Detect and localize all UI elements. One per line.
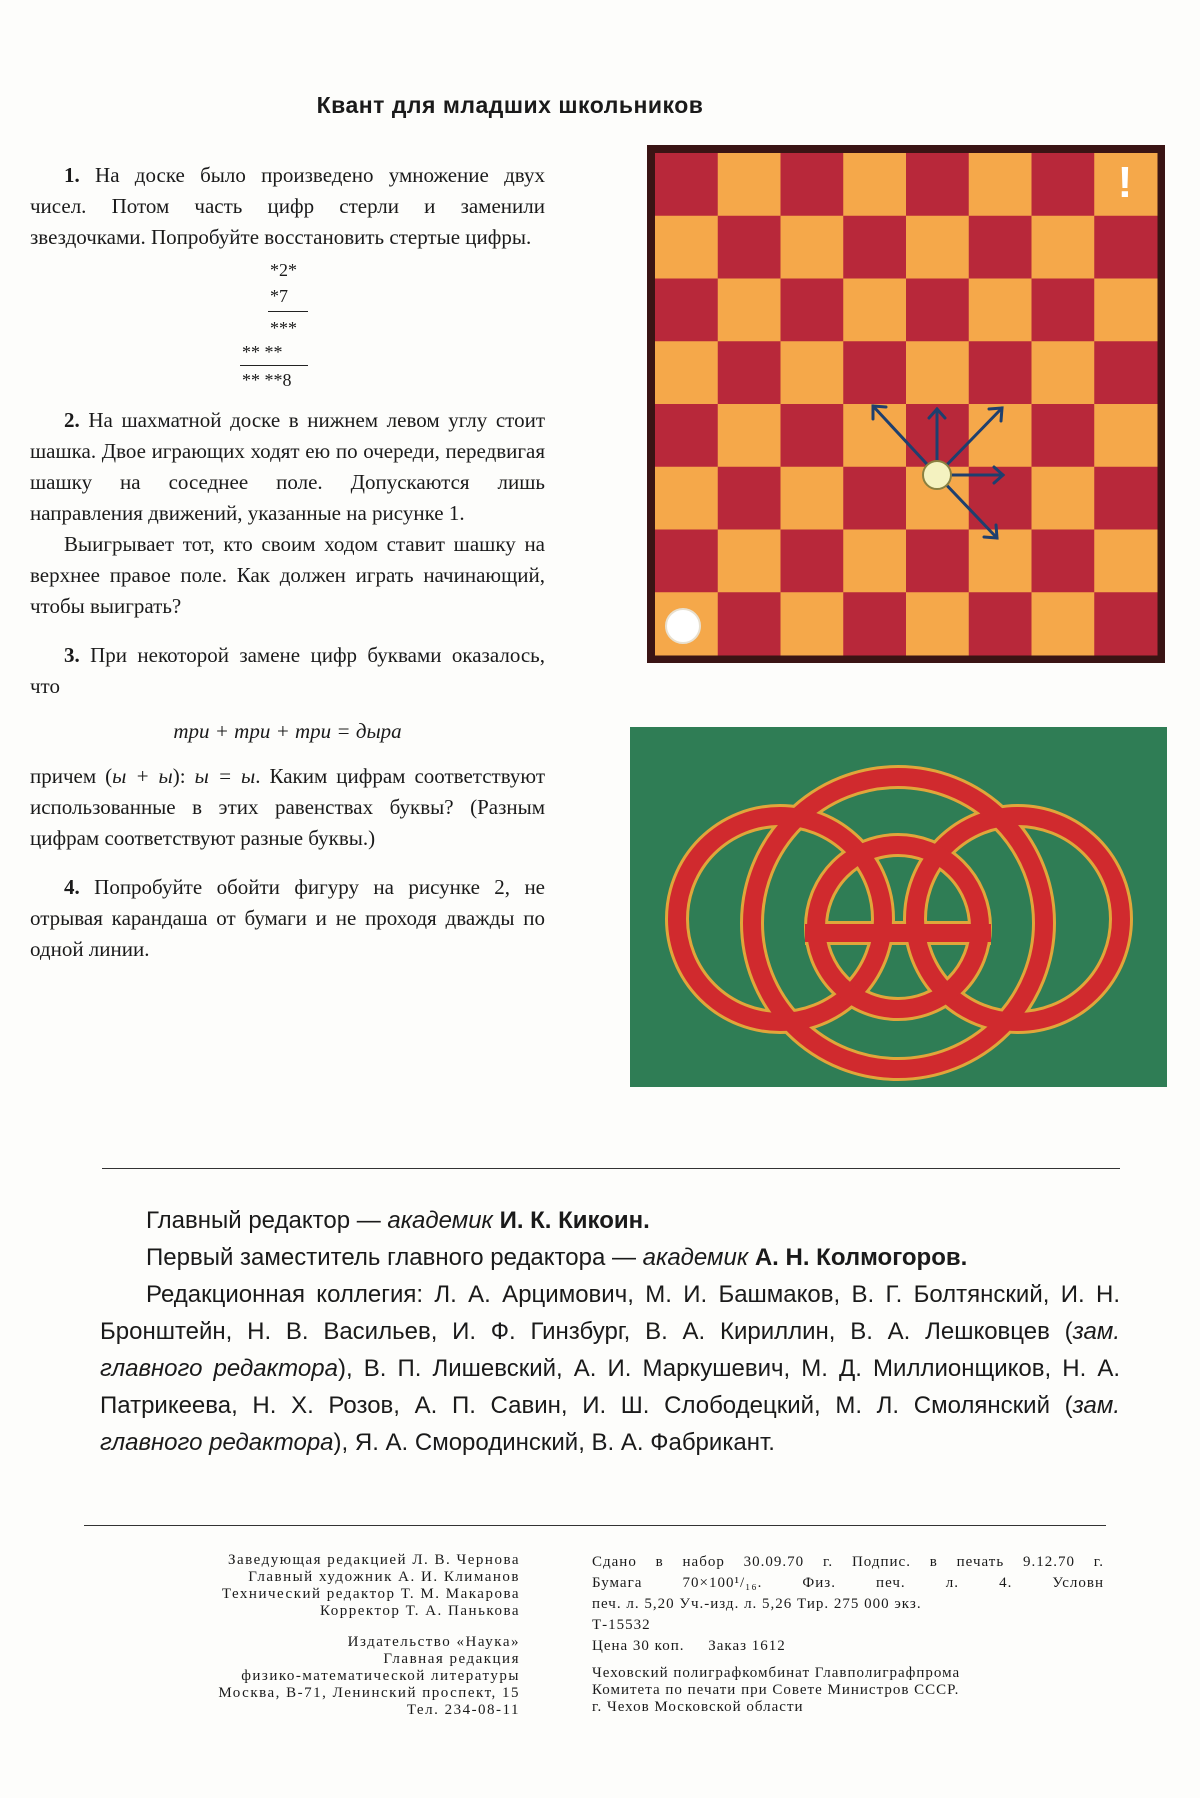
board-members-2: ), В. П. Лишевский, А. И. Маркушевич, М. Д. Миллионщиков, Н. А. Патрикеева, Н. Х. Розов, А. П. Савин, И. Ш. Слободецкий, М. Л. Смолянский (: [100, 1355, 1120, 1419]
board-square: [969, 592, 1032, 655]
board-square: [843, 404, 906, 467]
board-square: [1094, 530, 1157, 593]
imprint-right-line-2: Бумага 70×100¹/₁₆. Физ. печ. л. 4. Условн: [592, 1575, 1104, 1591]
imprint-left-line-5: Издательство «Наука»: [347, 1634, 520, 1650]
problem-3-expr: ы + ы: [112, 764, 173, 788]
multiplication-rule-1: [268, 311, 308, 312]
board-square: [781, 592, 844, 655]
product-result: ** **8: [242, 370, 292, 390]
board-square: [718, 153, 781, 216]
board-square: [1032, 592, 1095, 655]
board-square: [906, 341, 969, 404]
board-square: [1032, 467, 1095, 530]
board-square: [1032, 216, 1095, 279]
board-square: [1032, 153, 1095, 216]
problem-3-number: 3.: [64, 643, 80, 667]
board-square: [655, 341, 718, 404]
problems-column: [30, 160, 545, 965]
board-square: [1032, 341, 1095, 404]
board-square: [718, 404, 781, 467]
board-square: [843, 530, 906, 593]
board-square: [906, 153, 969, 216]
board-members-3: ), Я. А. Смородинский, В. А. Фабрикант.: [333, 1429, 775, 1456]
problem-1-number: 1.: [64, 163, 80, 187]
board-square: [781, 467, 844, 530]
imprint-right-line-5: Цена 30 коп. Заказ 1612: [592, 1638, 786, 1654]
imprint-left-line-6: Главная редакция: [383, 1651, 520, 1667]
printer-block: [592, 1665, 1104, 1716]
board-square: [843, 341, 906, 404]
editorial-board: [100, 1202, 1120, 1461]
board-square: [718, 467, 781, 530]
board-members-1: Л. А. Арцимович, М. И. Башмаков, В. Г. Болтянский, И. Н. Бронштейн, Н. В. Васильев, И. Ф. Гинзбург, В. А. Кириллин, В. А. Лешковцев (: [100, 1281, 1120, 1345]
imprint-left-line-9: Тел. 234-08-11: [406, 1702, 520, 1718]
exclamation-mark: !: [1117, 158, 1133, 207]
problem-3-part-1: [30, 640, 545, 702]
problem-1: [30, 160, 545, 253]
board-square: [843, 153, 906, 216]
chessboard: [647, 145, 1165, 663]
board-square: [843, 592, 906, 655]
problem-4: [30, 872, 545, 965]
deputy-editor-line: [100, 1239, 1120, 1276]
board-label: Редакционная коллегия:: [146, 1281, 435, 1308]
imprint-left-line-2: Главный художник А. И. Климанов: [248, 1569, 520, 1585]
board-square: [718, 216, 781, 279]
board-square: [969, 216, 1032, 279]
board-square: [843, 279, 906, 342]
ring-figure: [630, 727, 1167, 1087]
problem-1-text: На доске было произведено умножение двух чисел. Потом часть цифр стерли и заменили звездочками. Попробуйте восстановить стертые цифры.: [30, 163, 545, 249]
board-square: [655, 279, 718, 342]
problem-2-part-1: [30, 405, 545, 529]
problem-3-suffix: . Каким цифрам соответствуют использованные в этих равенствах буквы? (Разным цифрам соответствуют разные буквы.): [30, 764, 545, 850]
board-square: [906, 592, 969, 655]
board-square: [655, 216, 718, 279]
board-square: [969, 530, 1032, 593]
chief-editor-label: Главный редактор —: [146, 1207, 388, 1234]
board-square: [1032, 530, 1095, 593]
board-square: [1032, 404, 1095, 467]
board-square: [781, 404, 844, 467]
problem-3-expr-2: ы = ы: [194, 764, 256, 788]
board-square: [906, 279, 969, 342]
chessboard-figure: [647, 145, 1165, 663]
imprint-right-line-7: Комитета по печати при Совете Министров СССР.: [592, 1682, 960, 1698]
board-square: [969, 153, 1032, 216]
board-square: [781, 153, 844, 216]
board-square: [906, 216, 969, 279]
board-square: [1094, 467, 1157, 530]
letter-equation: три + три + три = дыра: [173, 719, 402, 743]
imprint-right-line-8: г. Чехов Московской области: [592, 1699, 804, 1715]
board-squares: [655, 153, 1158, 656]
board-square: [655, 153, 718, 216]
board-square: [781, 216, 844, 279]
board-square: [906, 530, 969, 593]
factor-2: *7: [270, 286, 288, 306]
imprint-printing: [592, 1552, 1104, 1716]
divider-bottom: [84, 1525, 1106, 1526]
deputy-editor-title: академик: [642, 1244, 749, 1271]
board-square: [781, 530, 844, 593]
multiplication-rule-2: [240, 365, 308, 366]
board-square: [1094, 341, 1157, 404]
page-title: Квант для младших школьников: [316, 92, 704, 118]
board-members: [100, 1276, 1120, 1461]
ring-figure-drawing: [630, 727, 1167, 1087]
board-square: [781, 279, 844, 342]
deputy-editor-label: Первый заместитель главного редактора —: [146, 1244, 643, 1271]
chief-editor-name: И. К. Кикоин.: [499, 1207, 650, 1234]
board-square: [1094, 216, 1157, 279]
start-checker: [666, 609, 700, 643]
partial-product-2: ** **: [242, 342, 283, 362]
staff-block: [100, 1552, 520, 1620]
imprint-left-line-7: физико-математической литературы: [241, 1668, 520, 1684]
board-square: [655, 467, 718, 530]
chief-editor-title: академик: [387, 1207, 493, 1234]
board-square: [969, 341, 1032, 404]
imprint-right-line-6: Чеховский полиграфкомбинат Главполиграфпрома: [592, 1665, 961, 1681]
divider-top: [102, 1168, 1120, 1169]
imprint-left-line-8: Москва, В-71, Ленинский проспект, 15: [218, 1685, 520, 1701]
board-square: [718, 279, 781, 342]
problem-3-part-2: [30, 761, 545, 854]
board-square: [781, 341, 844, 404]
problem-3-prefix: причем (: [30, 764, 113, 788]
factor-1: *2*: [270, 260, 297, 280]
problem-2-number: 2.: [64, 408, 80, 432]
partial-product-1: ***: [270, 318, 297, 338]
board-square: [718, 530, 781, 593]
imprint-right-line-1: Сдано в набор 30.09.70 г. Подпис. в печать 9.12.70 г.: [592, 1554, 1104, 1570]
board-square: [969, 279, 1032, 342]
board-square: [843, 216, 906, 279]
board-square: [655, 530, 718, 593]
imprint-staff: [100, 1552, 520, 1719]
problem-2-part-2: Выигрывает тот, кто своим ходом ставит шашку на верхнее правое поле. Как должен играть начинающий, чтобы выиграть?: [30, 532, 545, 618]
board-note-2: зам. главного редактора: [100, 1392, 1120, 1456]
board-square: [655, 404, 718, 467]
board-square: [1032, 279, 1095, 342]
imprint-left-line-1: Заведующая редакцией Л. В. Чернова: [227, 1552, 520, 1568]
board-square: [1094, 404, 1157, 467]
deputy-editor-name: А. Н. Колмогоров.: [754, 1244, 968, 1271]
publisher-block: [100, 1634, 520, 1719]
imprint-left-line-3: Технический редактор Т. М. Макарова: [221, 1586, 520, 1602]
imprint-left-line-4: Корректор Т. А. Панькова: [319, 1603, 520, 1619]
problem-3-mid: ):: [172, 764, 195, 788]
imprint-right-line-3: печ. л. 5,20 Уч.-изд. л. 5,26 Тир. 275 000 экз.: [592, 1596, 922, 1612]
board-square: [1094, 592, 1157, 655]
multiplication-puzzle: [30, 257, 545, 397]
problem-3-text-1: При некоторой замене цифр буквами оказалось, что: [30, 643, 546, 698]
board-note-1: зам. главного редактора: [100, 1318, 1120, 1382]
board-square: [843, 467, 906, 530]
problem-4-number: 4.: [64, 875, 80, 899]
moving-checker: [923, 461, 951, 489]
chief-editor-line: [100, 1202, 1120, 1239]
problem-4-text: Попробуйте обойти фигуру на рисунке 2, не отрывая карандаша от бумаги и не проходя дважды по одной линии.: [30, 875, 546, 961]
board-square: [718, 592, 781, 655]
board-square: [718, 341, 781, 404]
imprint-right-line-4: Т-15532: [592, 1617, 651, 1633]
problem-2-text-1: На шахматной доске в нижнем левом углу стоит шашка. Двое играющих ходят ею по очереди, передвигая шашку на соседнее поле. Допускаются лишь направления движений, указанные на рисунке 1.: [30, 408, 545, 525]
board-square: [1094, 279, 1157, 342]
